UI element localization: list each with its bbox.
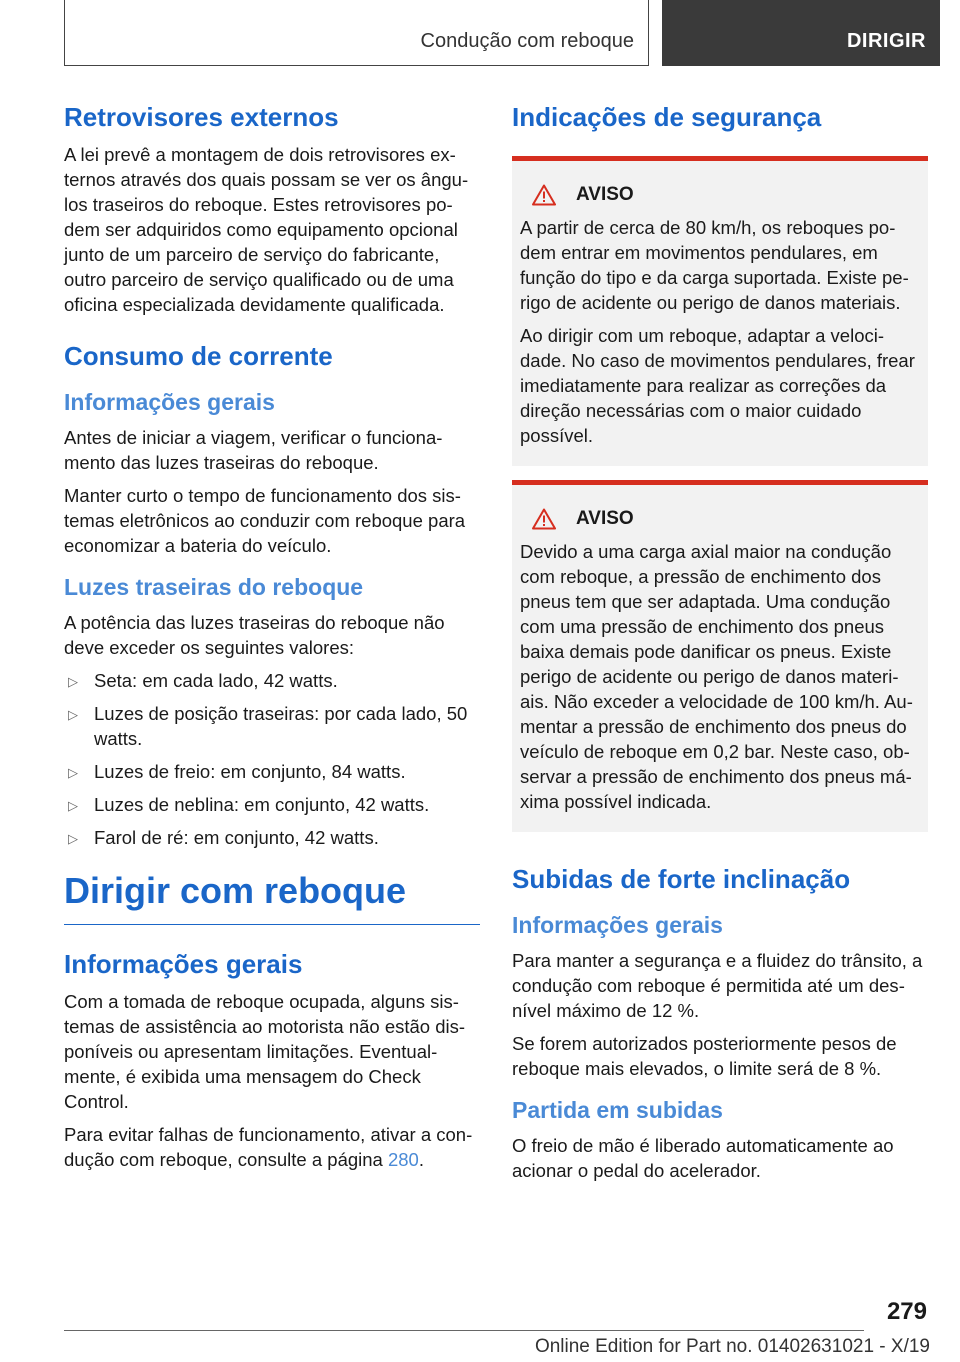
warning-triangle-icon — [532, 184, 556, 206]
triangle-bullet-icon: ▷ — [68, 798, 78, 813]
paragraph-retrovisores: A lei prevê a montagem de dois retrovisores externos através dos quais possam se ver os ângulos traseiros do reboque. Estes retrovisores podem ser adquiridos como equipamento opcional junto de um parceiro de serviço do fabricante, outro parceiro de serviço qualificado ou de uma oficina especializada devidamente qualificada. — [64, 144, 469, 315]
heading-subidas: Subidas de forte inclinação — [512, 864, 851, 894]
warning-triangle-icon — [532, 508, 556, 530]
paragraph-info3a: Para manter a segurança e a fluidez do trânsito, a condução com reboque é permitida até um desnível máximo de 12 %. — [512, 950, 923, 1021]
heading-info-gerais-3: Informações gerais — [512, 912, 723, 938]
paragraph-info1b: Manter curto o tempo de funcionamento dos sistemas eletrônicos ao conduzir com reboque para economizar a bateria do veículo. — [64, 485, 466, 556]
list-item: ▷ Luzes de neblina: em conjunto, 42 watts. — [64, 792, 480, 817]
triangle-bullet-icon: ▷ — [68, 765, 78, 780]
warning-1-text-a: A partir de cerca de 80 km/h, os reboques podem entrar em movimentos pendulares, em função do tipo e da carga suportada. Existe perigo de acidente ou perigo de danos materiais. — [520, 217, 909, 313]
wattage-list — [64, 668, 480, 850]
paragraph-info1a: Antes de iniciar a viagem, verificar o funcionamento das luzes traseiras do reboque. — [64, 427, 443, 473]
page-number: 279 — [886, 1298, 927, 1325]
paragraph-info2a: Com a tomada de reboque ocupada, alguns sistemas de assistência ao motorista não estão disponíveis ou apresentam limitações. Eventualmente, é exibida uma mensagem do Check Control. — [64, 991, 466, 1112]
warning-box-2 — [512, 480, 928, 832]
header-chapter-tab — [662, 0, 940, 66]
warning-2-text: Devido a uma carga axial maior na condução com reboque, a pressão de enchimento dos pneus tem que ser adaptada. Uma condução com uma pressão de enchimento dos pneus baixa demais pode danificar os pneus. Existe perigo de acidente ou perigo de danos materiais. Não exceder a velocidade de 100 km/h. Aumentar a pressão de enchimento dos pneus do veículo de reboque em 0,2 bar. Neste caso, observar a pressão de enchimento dos pneus máxima possível indicada. — [520, 541, 913, 812]
heading-info-gerais-2: Informações gerais — [64, 949, 303, 979]
heading-dirigir-com-reboque: Dirigir com reboque — [64, 868, 480, 925]
right-column — [512, 100, 928, 1183]
warning-header — [532, 181, 918, 209]
heading-indicacoes-seguranca: Indicações de segurança — [512, 102, 822, 132]
footer-edition: Online Edition for Part no. 01402631021 - X/19 — [534, 1336, 930, 1357]
warning-1-text-b: Ao dirigir com um reboque, adaptar a velocidade. No caso de movimentos pendulares, frear imediatamente para realizar as correções da direção necessárias com o maior cuidado possível. — [520, 325, 915, 446]
paragraph-partida: O freio de mão é liberado automaticamente ao acionar o pedal do acelerador. — [512, 1135, 894, 1181]
paragraph-info3b: Se forem autorizados posteriormente pesos de reboque mais elevados, o limite será de 8 %. — [512, 1033, 897, 1079]
list-item: ▷ Seta: em cada lado, 42 watts. — [64, 668, 480, 693]
list-item: ▷ Luzes de freio: em conjunto, 84 watts. — [64, 759, 480, 784]
triangle-bullet-icon: ▷ — [68, 831, 78, 846]
warning-label: AVISO — [576, 508, 634, 529]
warning-label: AVISO — [576, 184, 634, 205]
triangle-bullet-icon: ▷ — [68, 674, 78, 689]
paragraph-info2b: Para evitar falhas de funcionamento, ativar a condução com reboque, consulte a página 280. — [64, 1124, 473, 1170]
header-section-title: Condução com reboque — [420, 30, 634, 52]
list-item: ▷ Farol de ré: em conjunto, 42 watts. — [64, 825, 480, 850]
warning-box-1 — [512, 156, 928, 466]
heading-retrovisores: Retrovisores externos — [64, 102, 339, 132]
triangle-bullet-icon: ▷ — [68, 707, 78, 722]
left-column — [64, 100, 480, 1172]
warning-header — [532, 505, 918, 533]
heading-consumo: Consumo de corrente — [64, 341, 333, 371]
footer-divider — [64, 1330, 864, 1331]
heading-info-gerais-1: Informações gerais — [64, 389, 275, 415]
heading-partida-subidas: Partida em subidas — [512, 1097, 723, 1123]
heading-luzes-traseiras: Luzes traseiras do reboque — [64, 574, 364, 600]
paragraph-luzes: A potência das luzes traseiras do reboque não deve exceder os seguintes valores: — [64, 612, 445, 658]
header-section-tab — [64, 0, 649, 66]
list-item: ▷ Luzes de posição traseiras: por cada lado, 50 watts. — [68, 703, 468, 749]
header-chapter-title: DIRIGIR — [846, 30, 926, 52]
page-reference-link[interactable]: 280 — [387, 1149, 419, 1170]
